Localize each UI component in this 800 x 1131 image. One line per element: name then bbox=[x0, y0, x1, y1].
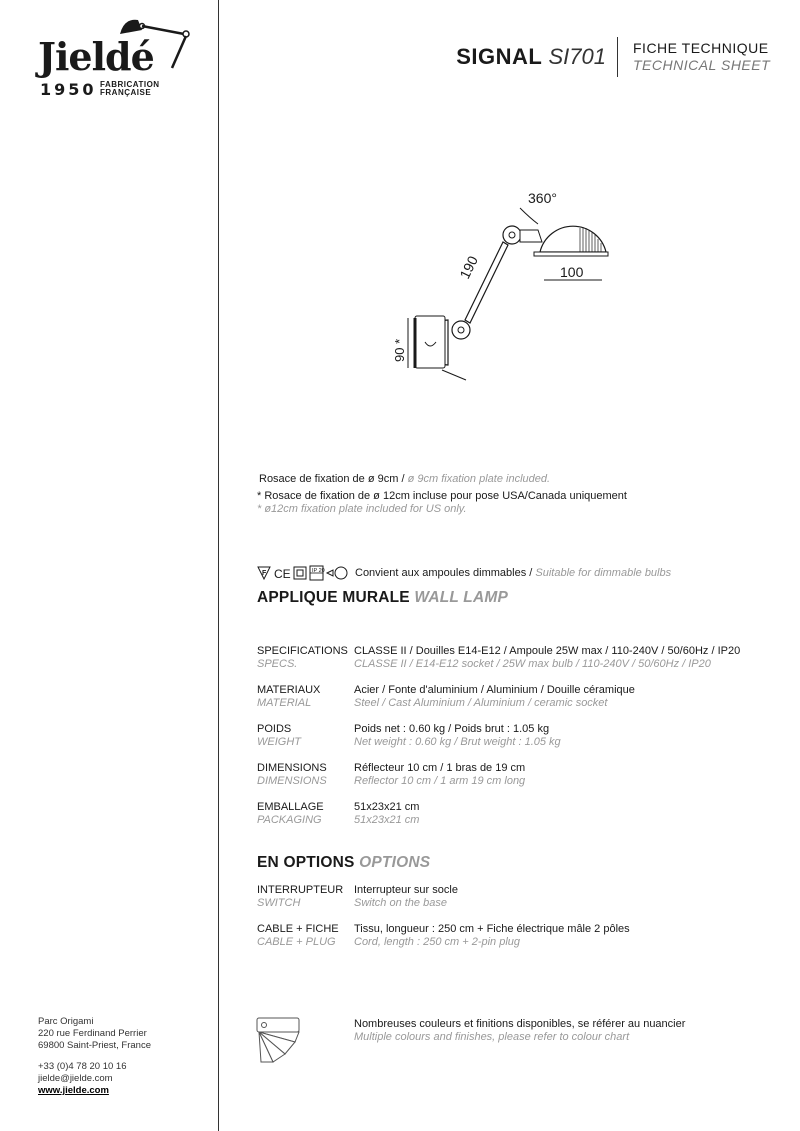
dim-rotation: 360° bbox=[528, 190, 557, 206]
product-title bbox=[456, 44, 606, 70]
brand-logo bbox=[0, 0, 218, 110]
usa-note-en: * ø12cm fixation plate included for US only. bbox=[257, 503, 467, 515]
section-title-options: EN OPTIONS OPTIONS bbox=[257, 854, 431, 871]
f-triangle-icon bbox=[258, 567, 270, 579]
ce-mark-icon: CE bbox=[274, 567, 291, 581]
colour-note-fr: Nombreuses couleurs et finitions disponibles, se référer au nuancier bbox=[354, 1018, 686, 1030]
class-ii-icon bbox=[294, 567, 306, 579]
vertical-divider bbox=[218, 0, 219, 1131]
sheet-label-en: TECHNICAL SHEET bbox=[633, 57, 771, 73]
dim-arm: 190 bbox=[456, 253, 481, 282]
bulb-icon bbox=[327, 567, 347, 579]
svg-text:F: F bbox=[262, 570, 267, 577]
phone: +33 (0)4 78 20 10 16 bbox=[38, 1061, 127, 1072]
dimmable-note: Convient aux ampoules dimmables / Suitable for dimmable bulbs bbox=[355, 567, 672, 579]
usa-note-fr: * Rosace de fixation de ø 12cm incluse pour pose USA/Canada uniquement bbox=[257, 490, 627, 502]
dim-base: 90 * bbox=[392, 338, 407, 362]
certification-icons bbox=[257, 565, 353, 581]
company-address: Parc Origami 220 rue Ferdinand Perrier 69800 Saint-Priest, France bbox=[38, 1016, 152, 1051]
ip20-icon bbox=[310, 566, 325, 580]
brand-tagline: FABRICATION FRANÇAISE bbox=[100, 80, 160, 97]
website-link[interactable]: www.jielde.com bbox=[38, 1085, 109, 1096]
sheet-label-fr: FICHE TECHNIQUE bbox=[633, 40, 769, 56]
fixation-note: Rosace de fixation de ø 9cm / ø 9cm fixation plate included. bbox=[259, 473, 551, 485]
dim-reflector: 100 bbox=[560, 264, 584, 280]
colour-chart-icon bbox=[255, 1016, 303, 1066]
technical-drawing bbox=[370, 180, 620, 390]
product-ref: SI701 bbox=[548, 44, 606, 69]
section-title-wall-lamp: APPLIQUE MURALE WALL LAMP bbox=[257, 589, 509, 606]
company-contact bbox=[38, 1061, 126, 1097]
brand-year: 1950 bbox=[40, 80, 97, 99]
sheet-label bbox=[633, 40, 770, 74]
email-link[interactable]: jielde@jielde.com bbox=[38, 1073, 113, 1084]
header-separator bbox=[617, 37, 618, 77]
brand-name: Jieldé bbox=[38, 34, 154, 79]
product-name: SIGNAL bbox=[456, 44, 543, 69]
colour-note-en: Multiple colours and finishes, please refer to colour chart bbox=[354, 1031, 630, 1043]
svg-text:IP 20: IP 20 bbox=[312, 568, 325, 574]
